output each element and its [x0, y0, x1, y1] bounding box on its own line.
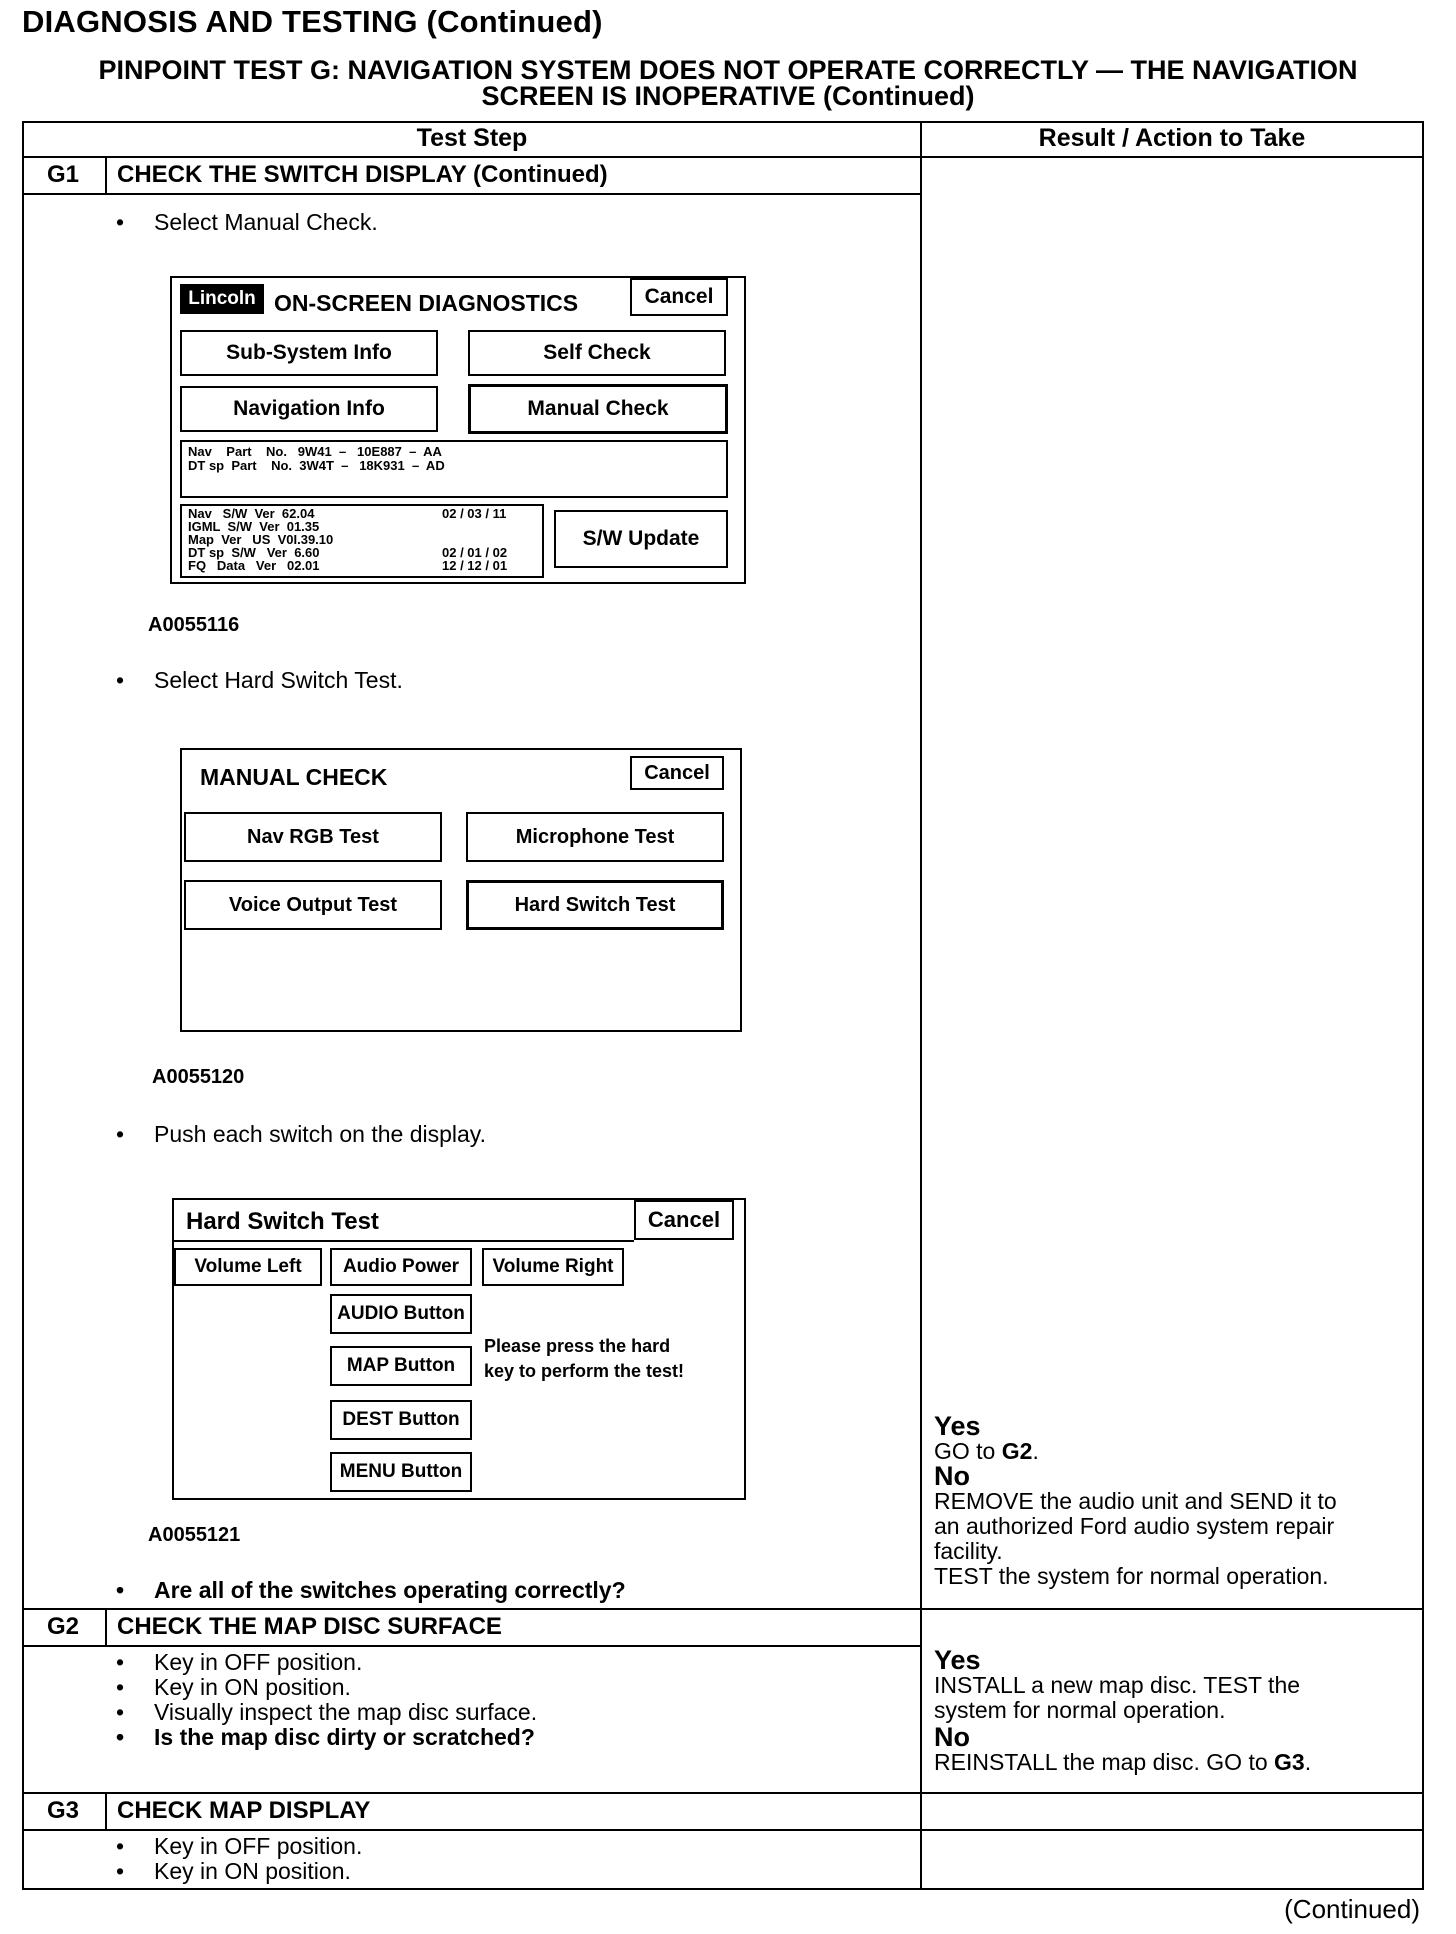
- g1-result: [934, 1411, 1337, 1589]
- version-line-4: DT sp S/W Ver 6.60: [188, 545, 320, 560]
- step-title-g2: CHECK THE MAP DISC SURFACE: [117, 1613, 502, 1640]
- g1-no-line-2: an authorized Ford audio system repair: [934, 1513, 1335, 1539]
- version-date-2: 02 / 01 / 02: [442, 545, 508, 560]
- version-date-1: 02 / 03 / 11: [442, 506, 507, 521]
- g1-no-line-4: TEST the system for normal operation.: [934, 1563, 1329, 1589]
- lincoln-logo: Lincoln: [180, 284, 264, 314]
- part-number-panel: [180, 440, 728, 498]
- sw-update-button[interactable]: S/W Update: [554, 510, 728, 568]
- navigation-info-button[interactable]: Navigation Info: [180, 386, 438, 432]
- nav-rgb-test-button[interactable]: Nav RGB Test: [184, 812, 442, 862]
- g2-no-label: No: [934, 1722, 970, 1752]
- prompt-line-1: Please press the hard: [484, 1336, 671, 1356]
- step-title-g3: CHECK MAP DISPLAY: [117, 1797, 371, 1824]
- g2-yes-label: Yes: [934, 1645, 981, 1675]
- g2-yes-line-2: system for normal operation.: [934, 1697, 1226, 1723]
- sub-system-info-button[interactable]: Sub-System Info: [180, 330, 438, 376]
- column-header-result: Result / Action to Take: [1038, 124, 1306, 152]
- pinpoint-test-title-line2: SCREEN IS INOPERATIVE (Continued): [481, 81, 975, 111]
- self-check-button[interactable]: Self Check: [468, 330, 726, 376]
- g2-no-action: REINSTALL the map disc. GO to G3.: [934, 1749, 1312, 1775]
- version-line-3: Map Ver US V0I.39.10: [188, 532, 334, 547]
- map-button[interactable]: MAP Button: [330, 1346, 472, 1386]
- step-id-g2: G2: [46, 1613, 79, 1640]
- audio-power-button[interactable]: Audio Power: [330, 1248, 472, 1286]
- pinpoint-test-title-line1: PINPOINT TEST G: NAVIGATION SYSTEM DOES NOT OPERATE CORRECTLY — THE NAVIGATION: [98, 55, 1358, 85]
- g2-yes-line-1: INSTALL a new map disc. TEST the: [934, 1672, 1301, 1698]
- version-line-2: IGML S/W Ver 01.35: [188, 519, 320, 534]
- version-line-1: Nav S/W Ver 62.04: [188, 506, 315, 521]
- g1-yes-label: Yes: [934, 1411, 981, 1441]
- cancel-button[interactable]: Cancel: [634, 1200, 734, 1240]
- continued-label: (Continued): [1284, 1894, 1420, 1924]
- version-date-3: 12 / 12 / 01: [442, 558, 508, 573]
- dest-button[interactable]: DEST Button: [330, 1400, 472, 1440]
- g1-no-line-3: facility.: [934, 1538, 1003, 1564]
- g2-no-target-link[interactable]: G3: [1274, 1749, 1305, 1775]
- column-header-test-step: Test Step: [416, 124, 528, 152]
- hard-switch-test-button[interactable]: Hard Switch Test: [466, 880, 724, 930]
- volume-right-button[interactable]: Volume Right: [482, 1248, 624, 1286]
- part-number-line-1: Nav Part No. 9W41 – 10E887 – AA: [188, 444, 442, 459]
- hard-switch-test-title: Hard Switch Test: [186, 1208, 379, 1235]
- manual-check-button[interactable]: Manual Check: [468, 384, 728, 434]
- volume-left-button[interactable]: Volume Left: [174, 1248, 322, 1286]
- cancel-button[interactable]: Cancel: [630, 278, 728, 316]
- step-id-g3: G3: [46, 1797, 79, 1824]
- g1-yes-target-link[interactable]: G2: [1001, 1438, 1033, 1464]
- figure-manual-check: [180, 748, 742, 1032]
- audio-button[interactable]: AUDIO Button: [330, 1294, 472, 1334]
- title-divider: [174, 1240, 634, 1242]
- diagnostics-title: ON-SCREEN DIAGNOSTICS: [274, 290, 579, 316]
- g1-no-line-1: REMOVE the audio unit and SEND it to: [934, 1488, 1337, 1514]
- step-id-g1: G1: [46, 161, 79, 188]
- manual-check-title: MANUAL CHECK: [200, 764, 388, 790]
- part-number-line-2: DT sp Part No. 3W4T – 18K931 – AD: [188, 458, 445, 473]
- step-title-g1: CHECK THE SWITCH DISPLAY (Continued): [117, 161, 608, 188]
- figure-id-2: A0055120: [152, 1066, 245, 1088]
- figure-id-3: A0055121: [148, 1524, 241, 1546]
- microphone-test-button[interactable]: Microphone Test: [466, 812, 724, 862]
- figure-id-1: A0055116: [148, 614, 240, 636]
- version-panel: [180, 504, 544, 578]
- figure-hard-switch-test: [172, 1198, 746, 1500]
- figure-onscreen-diagnostics: [170, 276, 746, 584]
- g2-result: [934, 1645, 1312, 1775]
- g1-yes-action: GO to G2.: [934, 1438, 1039, 1464]
- version-line-5: FQ Data Ver 02.01: [188, 558, 320, 573]
- prompt-line-2: key to perform the test!: [484, 1361, 685, 1381]
- voice-output-test-button[interactable]: Voice Output Test: [184, 880, 442, 930]
- menu-button[interactable]: MENU Button: [330, 1452, 472, 1492]
- press-key-prompt: [484, 1334, 684, 1384]
- g1-no-label: No: [934, 1461, 970, 1491]
- page-title: DIAGNOSIS AND TESTING (Continued): [22, 4, 603, 39]
- cancel-button[interactable]: Cancel: [630, 756, 724, 790]
